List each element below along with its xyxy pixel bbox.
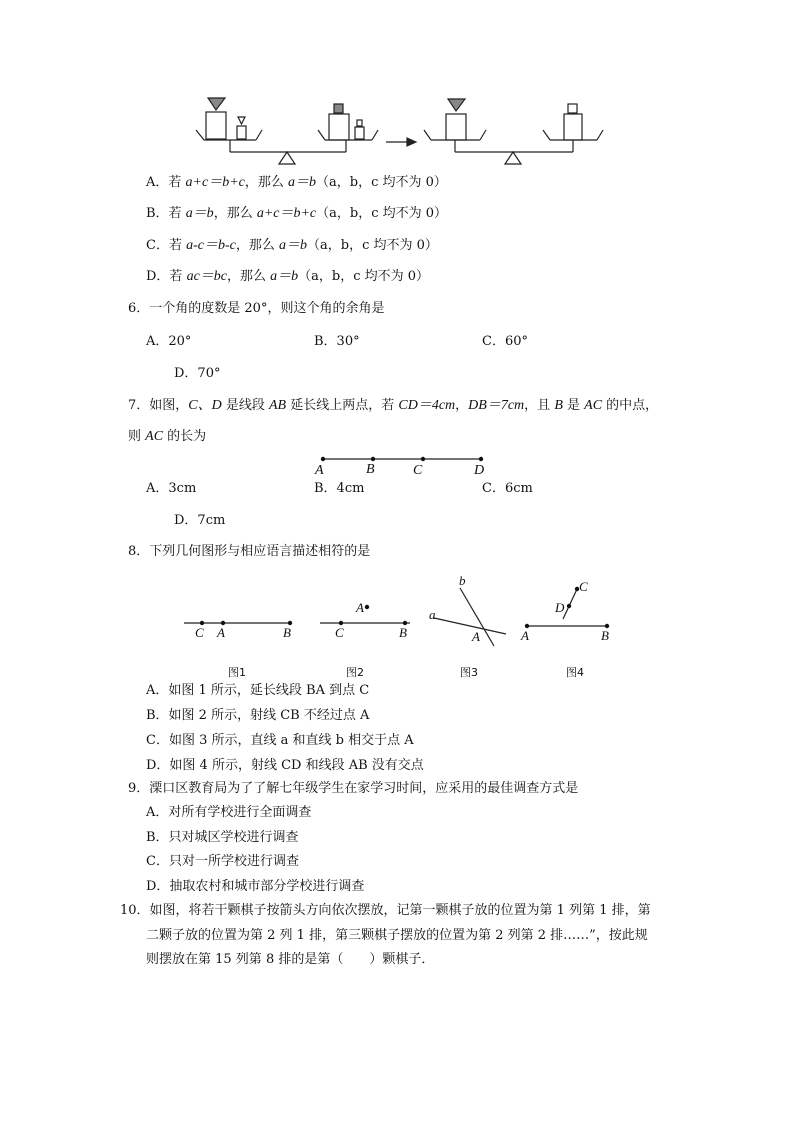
svg-text:A: A [472, 629, 480, 644]
q7-segment-figure [0, 448, 794, 488]
q5-option-a: A．若 a+c＝b+c，那么 a＝b（a，b，c 均不为 0） [146, 175, 447, 190]
balance-right [424, 99, 603, 164]
q5-option-d: D．若 ac＝bc，那么 a＝b（a，b，c 均不为 0） [146, 269, 430, 284]
q7-stem-line1: 7．如图，C、D 是线段 AB 延长线上两点，若 CD＝4cm，DB＝7cm，且 B 是 AC 的中点， [128, 398, 659, 413]
q8-fig3 [429, 573, 506, 646]
q8-figures [0, 570, 794, 680]
svg-text:C: C [579, 579, 588, 594]
q8-fig4-caption: 图4 [566, 666, 584, 679]
q5-option-b: B．若 a＝b，那么 a+c＝b+c（a，b，c 均不为 0） [146, 206, 448, 221]
q6-stem: 6．一个角的度数是 20°，则这个角的余角是 [128, 301, 385, 316]
svg-text:B: B [283, 625, 291, 640]
q8-stem: 8．下列几何图形与相应语言描述相符的是 [128, 544, 371, 559]
svg-text:A: A [521, 628, 529, 643]
q7-point-d: D [474, 463, 485, 478]
q7-option-a: A．3cm [146, 481, 197, 496]
svg-text:C: C [195, 625, 204, 640]
q10-line3: 则摆放在第 15 列第 8 排的是第（ ）颗棋子． [146, 952, 435, 967]
q9-option-c: C．只对一所学校进行调查 [146, 854, 299, 869]
q7-option-d: D．7cm [174, 513, 226, 528]
balance-scale-figure [0, 0, 794, 175]
svg-text:b: b [459, 573, 466, 588]
svg-text:A: A [217, 625, 225, 640]
q8-option-b: B．如图 2 所示，射线 CB 不经过点 A [146, 708, 370, 723]
q7-point-a: A [315, 463, 324, 478]
q8-fig1-caption: 图1 [228, 666, 246, 679]
q9-option-d: D．抽取农村和城市部分学校进行调查 [146, 879, 365, 894]
q7-option-b: B．4cm [314, 481, 365, 496]
q9-option-b: B．只对城区学校进行调查 [146, 830, 299, 845]
q6-option-b: B．30° [314, 334, 360, 349]
q5-option-c: C．若 a-c＝b-c，那么 a＝b（a，b，c 均不为 0） [146, 238, 438, 253]
q7-point-b: B [366, 462, 375, 477]
q8-fig3-caption: 图3 [460, 666, 478, 679]
q8-option-a: A．如图 1 所示，延长线段 BA 到点 C [146, 683, 370, 698]
q9-stem: 9．溧口区教育局为了了解七年级学生在家学习时间，应采用的最佳调查方式是 [128, 781, 579, 796]
q6-option-d: D．70° [174, 366, 221, 381]
q7-option-c: C．6cm [482, 481, 533, 496]
svg-text:A: A [356, 600, 364, 615]
q6-option-c: C．60° [482, 334, 528, 349]
svg-text:D: D [555, 600, 565, 615]
q7-stem-line2: 则 AC 的长为 [128, 429, 207, 444]
q10-line2: 二颗子放的位置为第 2 列 1 排，第三颗棋子摆放的位置为第 2 列第 2 排……”，按此规 [146, 928, 648, 943]
q8-fig2-caption: 图2 [346, 666, 364, 679]
q8-option-d: D．如图 4 所示，射线 CD 和线段 AB 没有交点 [146, 758, 424, 773]
q8-fig2 [320, 600, 410, 640]
balance-left [196, 98, 378, 164]
q6-option-a: A．20° [146, 334, 192, 349]
q8-option-c: C．如图 3 所示，直线 a 和直线 b 相交于点 A [146, 733, 414, 748]
svg-text:B: B [399, 625, 407, 640]
arrow-right-icon [386, 138, 416, 146]
q7-point-c: C [413, 463, 423, 478]
svg-text:B: B [601, 628, 609, 643]
svg-text:a: a [429, 607, 436, 622]
q10-line1: 10．如图，将若干颗棋子按箭头方向依次摆放，记第一颗棋子放的位置为第 1 列第 1 排，第 [120, 903, 651, 918]
svg-text:C: C [335, 625, 344, 640]
q9-option-a: A．对所有学校进行全面调查 [146, 805, 312, 820]
q8-fig1 [184, 621, 292, 640]
q8-fig4 [520, 579, 609, 643]
